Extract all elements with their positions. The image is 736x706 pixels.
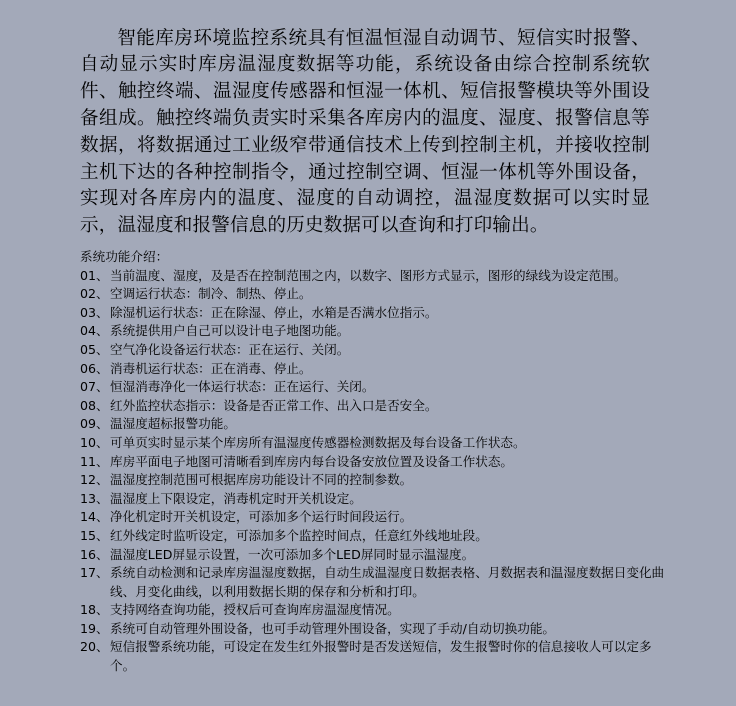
feature-text: 空调运行状态：制冷、制热、停止。 — [110, 286, 312, 302]
feature-item-09 — [80, 415, 680, 434]
feature-number: 05、 — [80, 341, 109, 357]
feature-number: 17、 — [80, 565, 109, 581]
feature-item-11 — [80, 453, 680, 472]
features-section — [80, 248, 680, 676]
feature-number: 02、 — [80, 286, 109, 302]
feature-text: 短信报警系统功能，可设定在发生红外报警时是否发送短信，发生报警时你的信息接收人可以定多个。 — [110, 639, 652, 674]
feature-text: 支持网络查询功能，授权后可查询库房温湿度情况。 — [110, 602, 400, 618]
feature-item-01 — [80, 267, 680, 286]
feature-text: 可单页实时显示某个库房所有温湿度传感器检测数据及每台设备工作状态。 — [110, 434, 526, 450]
feature-number: 13、 — [80, 490, 109, 506]
feature-item-12 — [80, 471, 680, 490]
feature-item-16 — [80, 546, 680, 565]
feature-item-08 — [80, 397, 680, 416]
feature-text: 红外监控状态指示：设备是否正常工作、出入口是否安全。 — [110, 397, 438, 413]
feature-text: 消毒机运行状态：正在消毒、停止。 — [110, 360, 312, 376]
feature-number: 06、 — [80, 360, 109, 376]
feature-text: 系统自动检测和记录库房温湿度数据，自动生成温湿度日数据表格、月数据表和温湿度数据日变化曲线、月变化曲线，以利用数据长期的保存和分析和打印。 — [110, 565, 665, 599]
feature-number: 10、 — [80, 434, 109, 450]
feature-text: 空气净化设备运行状态：正在运行、关闭。 — [110, 341, 350, 357]
feature-item-15 — [80, 527, 680, 546]
feature-number: 20、 — [80, 639, 109, 655]
feature-text: 红外线定时监听设定，可添加多个监控时间点，任意红外线地址段。 — [110, 527, 488, 543]
feature-text: 净化机定时开关机设定，可添加多个运行时间段运行。 — [110, 509, 413, 525]
intro-paragraph: 智能库房环境监控系统具有恒温恒湿自动调节、短信实时报警、自动显示实时库房温湿度数据等功能，系统设备由综合控制系统软件、触控终端、温湿度传感器和恒湿一体机、短信报警模块等外围设备组成。触控终端负责实时采集各库房内的温度、湿度、报警信息等数据，将数据通过工业级窄带通信技术上传到控制主机，并接收控制主机下达的各种控制指令，通过控制空调、恒湿一体机等外围设备，实现对各库房内的温度、湿度的自动调控，温湿度数据可以实时显示，温湿度和报警信息的历史数据可以查询和打印输出。 — [80, 27, 650, 237]
feature-number: 07、 — [80, 379, 109, 395]
feature-item-18 — [80, 601, 680, 620]
feature-item-04 — [80, 322, 680, 341]
feature-number: 09、 — [80, 416, 109, 432]
feature-text: 库房平面电子地图可清晰看到库房内每台设备安放位置及设备工作状态。 — [110, 453, 513, 469]
feature-item-19 — [80, 620, 680, 639]
feature-number: 03、 — [80, 304, 109, 320]
feature-item-02 — [80, 285, 680, 304]
feature-text: 温湿度超标报警功能。 — [110, 416, 236, 432]
feature-text: 系统可自动管理外围设备，也可手动管理外围设备，实现了手动/自动切换功能。 — [110, 620, 556, 636]
feature-text: 恒湿消毒净化一体运行状态：正在运行、关闭。 — [110, 379, 375, 395]
feature-item-06 — [80, 360, 680, 379]
feature-number: 19、 — [80, 620, 109, 636]
feature-list — [80, 267, 680, 676]
feature-number: 12、 — [80, 472, 109, 488]
feature-number: 04、 — [80, 323, 109, 339]
feature-number: 15、 — [80, 527, 109, 543]
feature-text: 系统提供用户自己可以设计电子地图功能。 — [110, 323, 350, 339]
feature-number: 18、 — [80, 602, 109, 618]
feature-text: 当前温度、湿度，及是否在控制范围之内，以数字、图形方式显示，图形的绿线为设定范围。 — [110, 267, 627, 283]
feature-number: 01、 — [80, 267, 109, 283]
feature-number: 11、 — [80, 453, 109, 469]
feature-text: 温湿度控制范围可根据库房功能设计不同的控制参数。 — [110, 472, 413, 488]
feature-text: 温湿度LED屏显示设置，一次可添加多个LED屏同时显示温湿度。 — [110, 546, 475, 562]
features-title: 系统功能介绍： — [80, 249, 169, 264]
feature-number: 08、 — [80, 397, 109, 413]
feature-item-13 — [80, 490, 680, 509]
feature-text: 除湿机运行状态：正在除湿、停止，水箱是否满水位指示。 — [110, 304, 438, 320]
feature-item-10 — [80, 434, 680, 453]
feature-item-14 — [80, 508, 680, 527]
feature-item-07 — [80, 378, 680, 397]
feature-item-20 — [80, 638, 680, 675]
feature-item-17 — [80, 564, 680, 601]
feature-number: 16、 — [80, 546, 109, 562]
feature-number: 14、 — [80, 509, 109, 525]
feature-item-03 — [80, 304, 680, 323]
feature-item-05 — [80, 341, 680, 360]
feature-text: 温湿度上下限设定，消毒机定时开关机设定。 — [110, 490, 362, 506]
